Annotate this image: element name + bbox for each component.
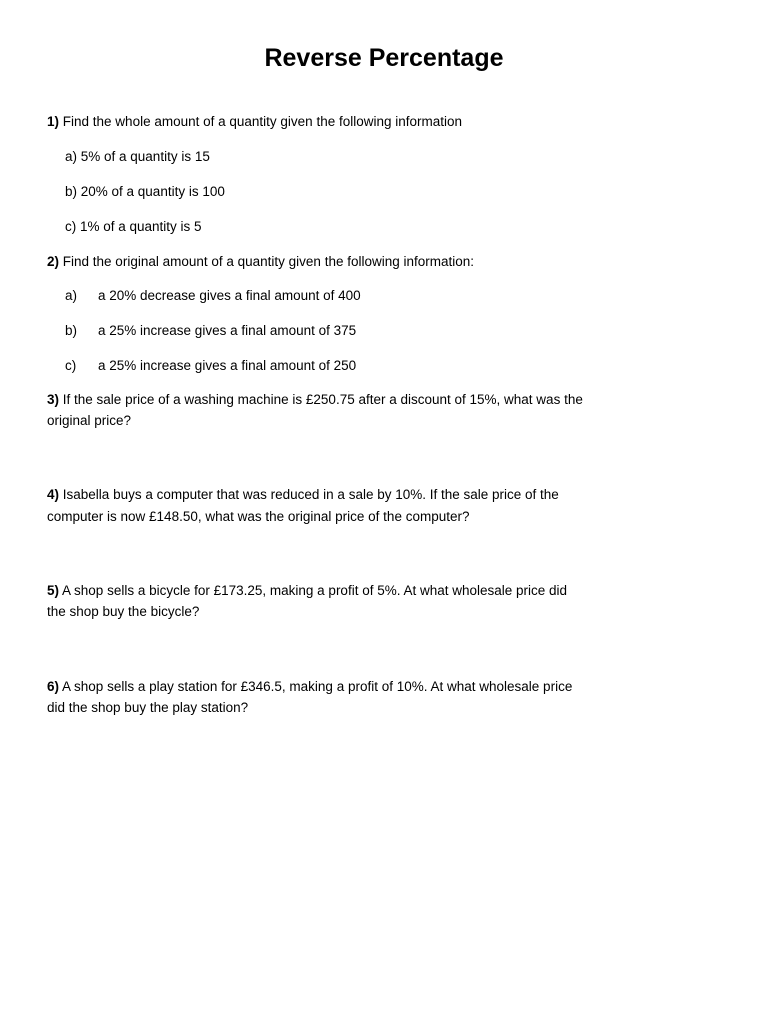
question-3-line-2: original price? bbox=[47, 413, 132, 428]
question-number: 5) bbox=[47, 583, 60, 598]
question-number: 3) bbox=[47, 392, 60, 407]
question-number: 6) bbox=[47, 679, 60, 694]
question-4-line-2: computer is now £148.50, what was the original price of the computer? bbox=[47, 509, 470, 524]
part-letter: c) bbox=[65, 358, 77, 373]
question-number: 1) bbox=[47, 114, 60, 129]
part-text: a 20% decrease gives a final amount of 400 bbox=[98, 288, 361, 303]
question-number: 4) bbox=[47, 487, 60, 502]
part-text: a 25% increase gives a final amount of 375 bbox=[98, 323, 357, 338]
question-5-line-2: the shop buy the bicycle? bbox=[47, 604, 200, 619]
question-2-part-c bbox=[65, 355, 356, 376]
question-2-part-a bbox=[65, 285, 361, 306]
question-text-line-1: If the sale price of a washing machine is £250.75 after a discount of 15%, what was the bbox=[62, 392, 583, 407]
question-2 bbox=[47, 251, 474, 272]
question-1-part-a: a) 5% of a quantity is 15 bbox=[65, 149, 210, 164]
question-6 bbox=[47, 676, 572, 697]
part-letter: a) bbox=[65, 288, 78, 303]
question-1 bbox=[47, 111, 462, 132]
question-3 bbox=[47, 389, 583, 410]
question-text: Find the original amount of a quantity given the following information: bbox=[62, 254, 475, 269]
question-6-line-2: did the shop buy the play station? bbox=[47, 700, 249, 715]
question-text: Find the whole amount of a quantity given the following information bbox=[62, 114, 463, 129]
part-letter: b) bbox=[65, 323, 78, 338]
part-text: a 25% increase gives a final amount of 250 bbox=[98, 358, 357, 373]
question-number: 2) bbox=[47, 254, 60, 269]
question-4 bbox=[47, 484, 559, 505]
question-5 bbox=[47, 580, 567, 601]
question-text-line-1: A shop sells a play station for £346.5, making a profit of 10%. At what wholesale price bbox=[62, 679, 573, 694]
page-title: Reverse Percentage bbox=[264, 44, 504, 72]
question-1-part-c: c) 1% of a quantity is 5 bbox=[65, 219, 202, 234]
question-text-line-1: A shop sells a bicycle for £173.25, making a profit of 5%. At what wholesale price did bbox=[62, 583, 568, 598]
question-2-part-b bbox=[65, 320, 356, 341]
question-1-part-b: b) 20% of a quantity is 100 bbox=[65, 184, 225, 199]
question-text-line-1: Isabella buys a computer that was reduced in a sale by 10%. If the sale price of the bbox=[62, 487, 559, 502]
